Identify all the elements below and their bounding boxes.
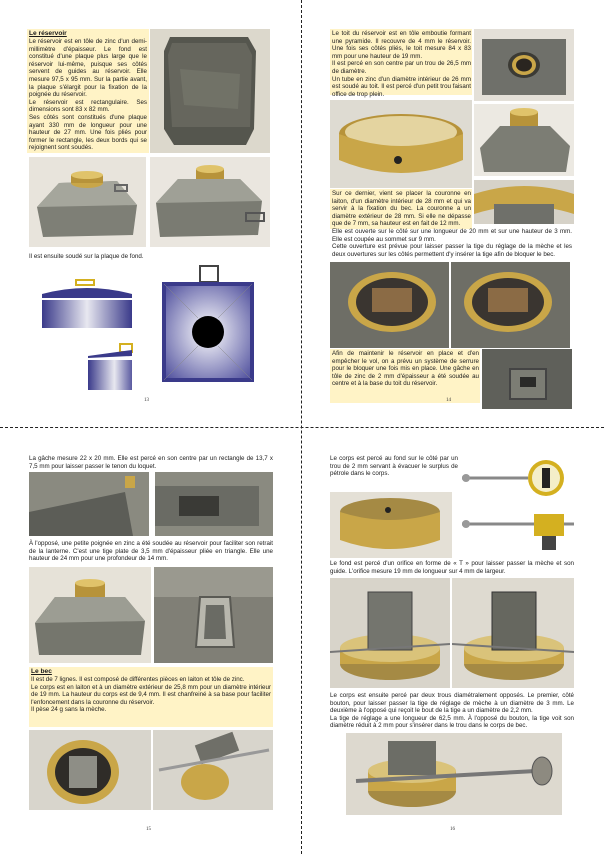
strike-plate-photo [482,349,572,409]
burner-body-photo [330,492,452,558]
page13-text-block [29,30,147,152]
roof-assembly-photo [474,104,574,176]
page13-paragraph-2: Le réservoir est rectangulaire. Ses dimensions sont 83 x 82 mm. [29,98,147,114]
burner-photos [29,730,273,810]
page16-paragraph-2: Le fond est percé d'un orifice en forme de « T » pour laisser passer la mèche et son guide. L'orifice mesure 19 mm de longueur sur 4 mm de largeur. [330,560,574,575]
adjustment-rod-photo [346,733,562,815]
page15-paragraph-3: Il est de 7 lignes. Il est composé de différentes pièces en laiton et tôle de zinc. [31,676,245,683]
page14-paragraph-5: Elle est ouverte sur le côté sur une longueur de 20 mm et sur une hauteur de 3 mm. Elle est coupée au sommet sur 9 mm. [332,227,572,243]
reservoir-body-photo-right [150,157,270,247]
page15-number: 15 [146,827,151,832]
page13-caption: Il est ensuite soudé sur la plaque de fond. [29,253,144,260]
page16-text-block-bottom [330,692,574,730]
reservoir-handle-photo-right [154,567,273,663]
page15-paragraph-1: La gâche mesure 22 x 20 mm. Elle est percé en son centre par un rectangle de 13,7 x 7,5 mm pour laisser passer le tenon du loquet. [29,455,273,470]
page14-paragraph-2: Il est percé en son centre par un trou de 26,5 mm de diamètre. [332,60,471,75]
page15-text-block-bottom [31,668,271,714]
page16-number: 16 [450,827,455,832]
page14-number: 14 [446,398,451,403]
page16-paragraph-3: Le corps est ensuite percé par deux trous diamétralement opposés. Le premier, côté bouton, pour laisser passer la tige de réglage de mèche à un diamètre de 3 mm. Le deuxième à l'opposé qui reçoit le bout de la tige a un diamètre de 2,2 mm. [330,692,574,715]
brass-crown-photo [330,100,472,188]
wick-guide-photo-right [452,578,574,688]
page15-text-block-top [29,455,273,470]
page14-text-block-mid [332,190,572,258]
locking-system-photo [330,262,570,348]
page15-paragraph-4: Le corps est en laiton et à un diamètre extérieur de 25,8 mm pour un diamètre intérieur de 19 mm. La hauteur du corps est de 9,4 mm. Il est chanfreiné à sa base pour faciliter l'enfoncement dans la couronne du réservoir. [31,683,271,706]
page16-paragraph-4: La tige de réglage a une longueur de 62,5 mm. À l'opposé du bouton, la tige voit son diamètre réduit à 2 mm pour s'insérer dans le trou dans le corps de bec. [330,714,574,730]
page15-title: Le bec [31,668,52,675]
reservoir-body-photo-left [29,157,146,247]
page-divider-horizontal [0,427,604,428]
reservoir-handle-photo-left [29,567,151,663]
page14-text-block-top [332,30,471,98]
page16-paragraph-1: Le corps est percé au fond sur le côté par un trou de 2 mm servant à évacuer le surplus de pétrole dans le corps. [330,455,458,478]
reservoir-top-diagram [158,262,258,392]
page16-text-block-mid [330,560,574,575]
page13-number: 13 [144,398,149,403]
reservoir-side-diagram [86,342,136,396]
page13-paragraph-3: Ses côtés sont constitués d'une plaque ayant 330 mm de longueur pour une hauteur de 27 mm. Une fois pliés pour former le rectangle, les deux bords qui se rejoignent sont soudés. [29,113,147,152]
wick-guide-photo-left [330,578,450,688]
reservoir-plate-photo [150,29,270,153]
page13-paragraph-1: Le réservoir est en tôle de zinc d'un demi-millimètre d'épaisseur. Le fond est constitué d'une plaque plus large que le réservoir lui-même, puisque ses côtés servent de guides au réservoir. Elle mesure 97,5 x 95 mm. Sur la partie avant, la plaque s'élargit pour la fixation de la poignée du réservoir. [29,38,147,99]
page14-paragraph-3: Un tube en zinc d'un diamètre intérieur de 26 mm est soudé au toit. Il est percé d'un petit trou faisant office de trop plein. [332,75,471,98]
burner-diagram [462,456,574,554]
page14-paragraph-4: Sur ce dernier, vient se placer la couronne en laiton, d'un diamètre intérieur de 28 mm et qui va servir à la fixation du bec. La couronne a un diamètre extérieur de 28 mm. Si elle ne dépasse que de 7 mm, sa hauteur est en fait de 12 mm. [332,190,471,228]
roof-tube-photo [474,29,574,101]
strike-plate-closeup-photo [29,472,273,536]
page14-paragraph-7: Afin de maintenir le réservoir en place et d'en empêcher le vol, on a prévu un système de serrure pour le bloquer une fois mis en place. Une gâche en tôle de zinc de 2 mm d'épaisseur a été soudée au centre et à la base du toit du réservoir. [332,350,479,388]
page15-paragraph-5: Il pèse 24 g sans la mèche. [31,706,107,714]
page14-paragraph-1: Le toit du réservoir est en tôle emboutie formant une pyramide. Il recouvre de 4 mm le réservoir. Une fois ses côtés pliés, le toit mesure 84 x 83 mm pour une hauteur de 19 mm. [332,30,471,60]
page15-text-block-mid [29,540,273,563]
page13-title: Le réservoir [29,30,67,37]
page16-text-block-top [330,455,458,478]
roof-side-diagram [38,278,136,334]
page14-paragraph-6: Cette ouverture est prévue pour laisser passer la tige du réglage de la mèche et les deux ouvertures sur les côtés permettent d'y insérer la tige afin de bloquer le bec. [332,243,572,258]
page15-paragraph-2: À l'opposé, une petite poignée en zinc a été soudée au réservoir pour faciliter son retrait de la lanterne. C'est une tige plate de 3,5 mm d'épaisseur pliée en triangle. Elle une hauteur de 24 mm pour une profondeur de 14 mm. [29,540,273,563]
